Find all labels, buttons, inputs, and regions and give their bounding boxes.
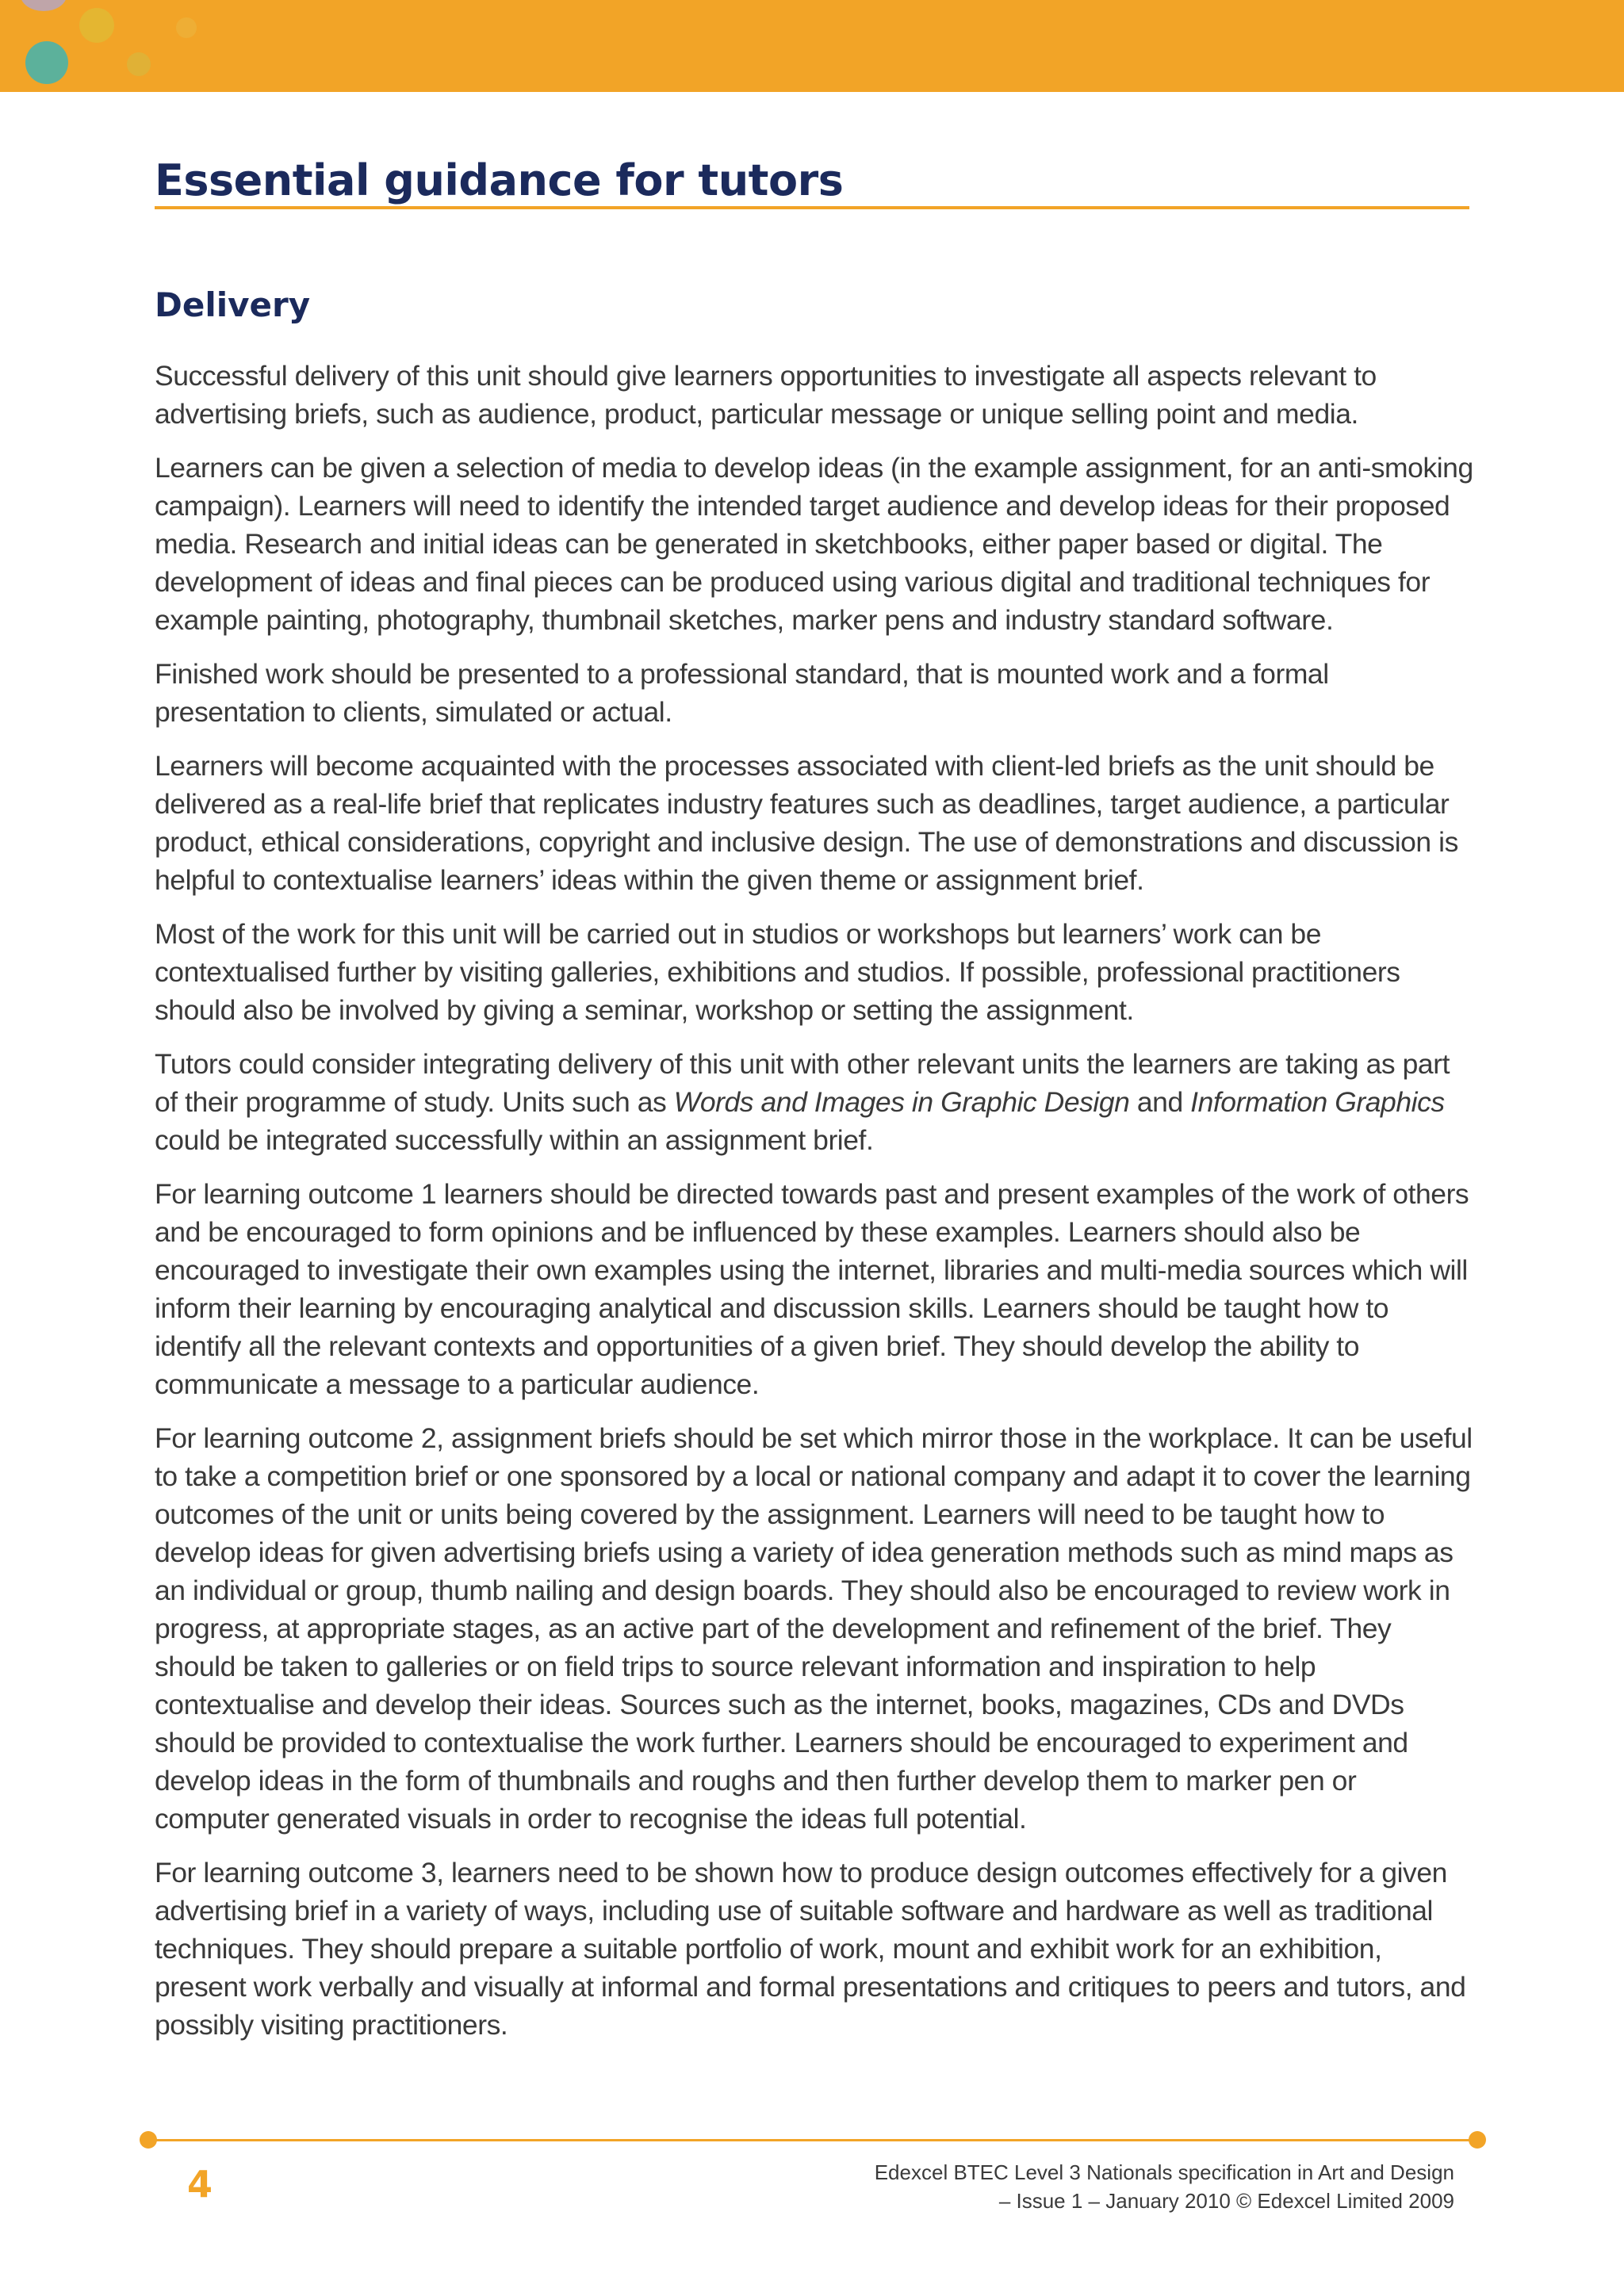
footer-line: Edexcel BTEC Level 3 Nationals specification in Art and Design <box>874 2160 1454 2184</box>
paragraph: For learning outcome 2, assignment briefs should be set which mirror those in the workplace. It can be useful to take a competition brief or one sponsored by a local or national company and adapt it to cover the learning outcomes of the unit or units being covered by the assignment. Learners will need to be taught how to develop ideas for given advertising briefs using a variety of idea generation methods such as mind maps as an individual or group, thumb nailing and design boards. They should also be encouraged to review work in progress, at appropriate stages, as an active part of the development and refinement of the brief. They should be taken to galleries or on field trips to source relevant information and inspiration to help contextualise and develop their ideas. Sources such as the internet, books, magazines, CDs and DVDs should be provided to contextualise the work further. Learners should be encouraged to experiment and develop ideas in the form of thumbnails and roughs and then further develop them to marker pen or computer generated visuals in order to recognise the ideas full potential. <box>155 1422 1473 1835</box>
top-banner <box>0 0 1624 92</box>
paragraph: For learning outcome 3, learners need to be shown how to produce design outcomes effectively for a given advertising brief in a variety of ways, including use of suitable software and hardware as well as traditional techniques. They should prepare a suitable portfolio of work, mount and exhibit work for an exhibition, present work verbally and visually at informal and formal presentations and critiques to peers and tutors, and possibly visiting practitioners. <box>155 1857 1466 2041</box>
page-title: Essential guidance for tutors <box>155 155 844 205</box>
page-number: 4 <box>187 2163 213 2206</box>
paragraph <box>155 1045 1475 1159</box>
decorative-circle <box>127 52 151 76</box>
body-text <box>155 357 1475 2060</box>
footer-publication-info <box>875 2158 1454 2215</box>
unit-title: Words and Images in Graphic Design <box>673 1086 1130 1118</box>
text-span: Tutors could consider integrating delivery of this unit with other relevant units the learners are taking as part of their programme of study. Units such as <box>155 1048 1450 1118</box>
paragraph: Learners will become acquainted with the processes associated with client-led briefs as the unit should be delivered as a real-life brief that replicates industry features such as deadlines, target audience, a particular product, ethical considerations, copyright and inclusive design. The use of demonstrations and discussion is helpful to contextualise learners’ ideas within the given theme or assignment brief. <box>155 750 1458 896</box>
decorative-circle <box>25 41 68 84</box>
paragraph: For learning outcome 1 learners should be directed towards past and present examples of the work of others and be encouraged to form opinions and be influenced by these examples. Learners should also be encouraged to investigate their own examples using the internet, libraries and multi-media sources which will inform their learning by encouraging analytical and discussion skills. Learners should be taught how to identify all the relevant contexts and opportunities of a given brief. They should develop the ability to communicate a message to a particular audience. <box>155 1178 1469 1400</box>
footer-rule <box>147 2139 1478 2141</box>
decorative-circle <box>21 0 67 11</box>
decorative-circle <box>79 8 114 43</box>
page-title-block <box>155 151 1469 209</box>
paragraph: Successful delivery of this unit should give learners opportunities to investigate all aspects relevant to advertising briefs, such as audience, product, particular message or unique selling point and media. <box>155 360 1377 430</box>
text-span: and <box>1129 1086 1191 1118</box>
decorative-circle <box>176 17 197 38</box>
footer-dot <box>1469 2131 1486 2149</box>
section-heading: Delivery <box>155 285 311 324</box>
text-span: could be integrated successfully within an assignment brief. <box>155 1124 874 1156</box>
paragraph: Finished work should be presented to a professional standard, that is mounted work and a formal presentation to clients, simulated or actual. <box>155 658 1329 728</box>
paragraph: Learners can be given a selection of media to develop ideas (in the example assignment, for an anti-smoking campaign). Learners will need to identify the intended target audience and develop ideas for their proposed media. Research and initial ideas can be generated in sketchbooks, either paper based or digital. The development of ideas and final pieces can be produced using various digital and traditional techniques for example painting, photography, thumbnail sketches, marker pens and industry standard software. <box>155 452 1473 636</box>
footer-dot <box>140 2131 157 2149</box>
paragraph: Most of the work for this unit will be carried out in studios or workshops but learners’ work can be contextualised further by visiting galleries, exhibitions and studios. If possible, professional practitioners should also be involved by giving a seminar, workshop or setting the assignment. <box>155 918 1400 1026</box>
footer-line: – Issue 1 – January 2010 © Edexcel Limited 2009 <box>998 2189 1454 2213</box>
unit-title: Information Graphics <box>1190 1086 1445 1118</box>
